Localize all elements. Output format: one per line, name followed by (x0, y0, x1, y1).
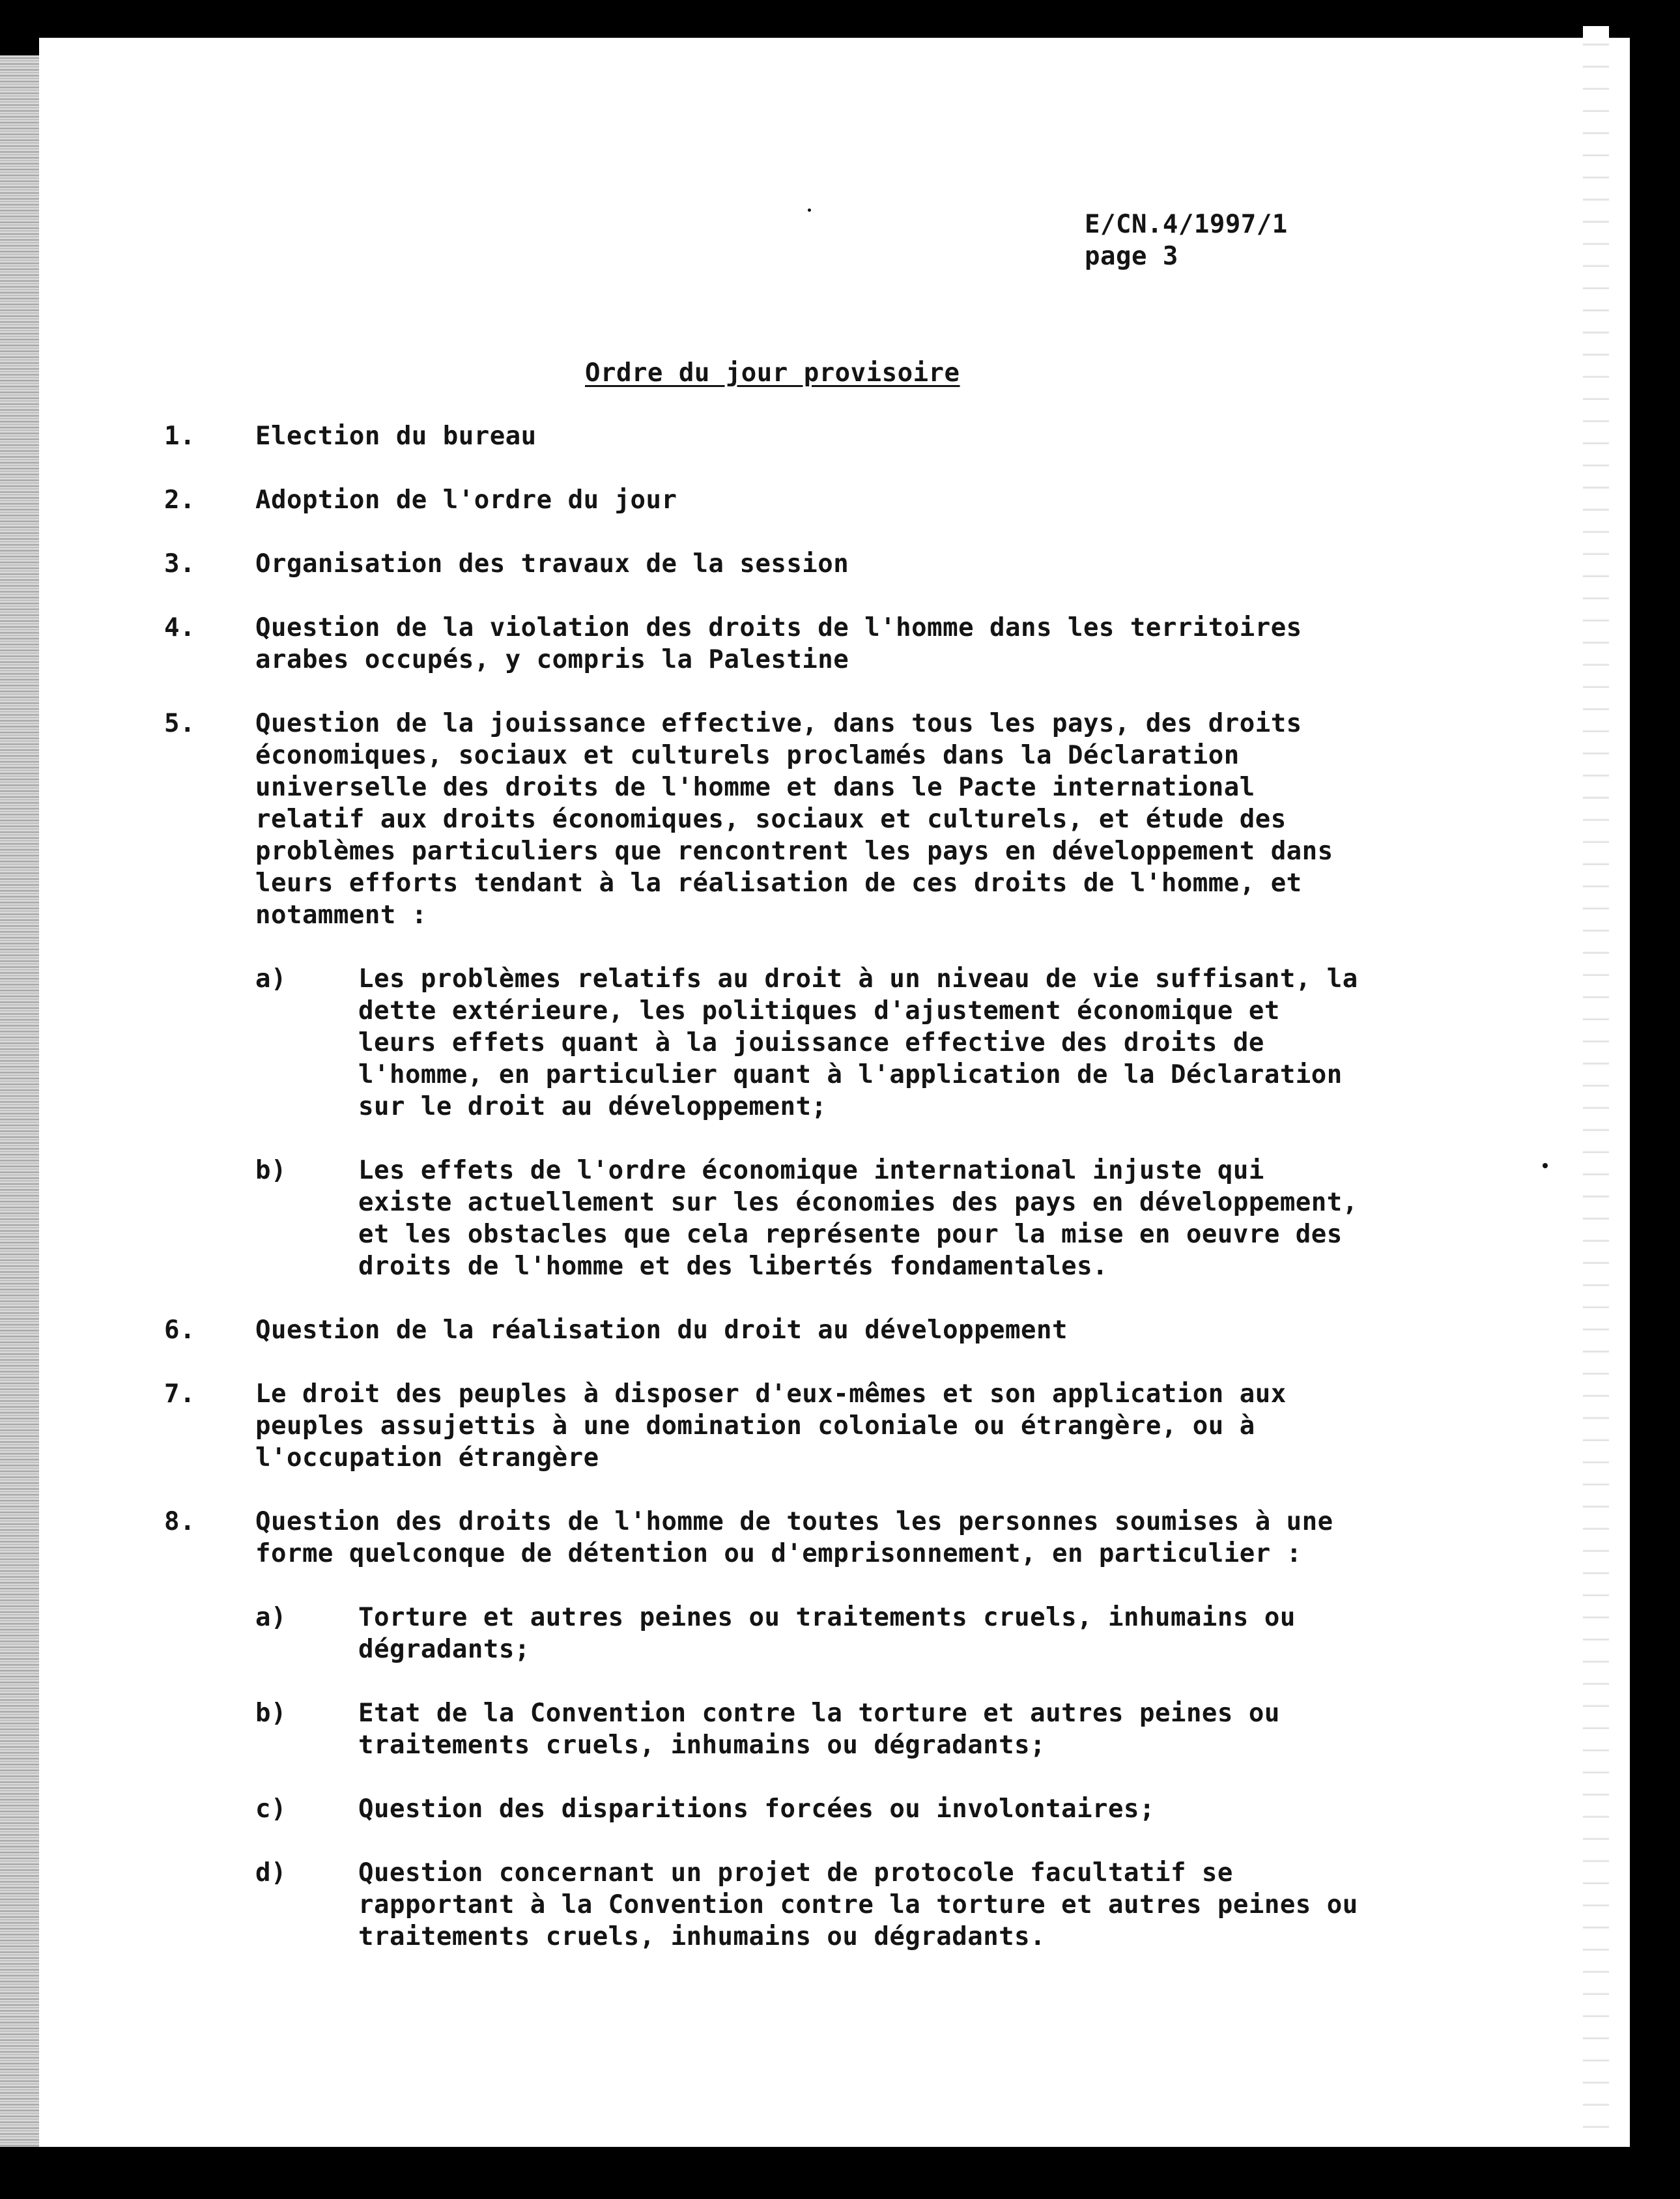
agenda-item-number: 8. (164, 1507, 195, 1536)
agenda-sub-item (255, 1697, 1467, 1761)
scan-speck (1543, 1163, 1548, 1168)
agenda-item (164, 1506, 1467, 1953)
agenda-item-number: 3. (164, 549, 195, 579)
agenda-sub-item-text: Etat de la Convention contre la torture et autres peines ou traitements cruels, inhumains ou dégradants; (358, 1699, 1280, 1760)
agenda-list (164, 420, 1467, 1985)
agenda-item (164, 708, 1467, 1282)
agenda-item-text: Adoption de l'ordre du jour (255, 485, 677, 515)
agenda-sub-item-letter: a) (255, 964, 287, 994)
agenda-item-text: Le droit des peuples à disposer d'eux-mêmes et son application aux peuples assujettis à une domination coloniale ou étrangère, ou à l'occupation étrangère (255, 1379, 1287, 1473)
agenda-sub-item-text: Torture et autres peines ou traitements cruels, inhumains ou dégradants; (358, 1603, 1296, 1664)
agenda-sub-item (255, 1155, 1467, 1282)
agenda-sub-item-letter: c) (255, 1794, 287, 1824)
agenda-sub-item-letter: a) (255, 1603, 287, 1632)
agenda-item (164, 1378, 1467, 1474)
agenda-item-number: 4. (164, 613, 195, 642)
agenda-item-text: Organisation des travaux de la session (255, 549, 849, 579)
agenda-sub-item-letter: b) (255, 1156, 287, 1185)
agenda-sub-item (255, 1602, 1467, 1665)
agenda-item (164, 1314, 1467, 1346)
document-symbol: E/CN.4/1997/1 (1085, 210, 1288, 239)
agenda-item-number: 6. (164, 1315, 195, 1345)
agenda-sub-list (255, 963, 1467, 1282)
page-number: page 3 (1085, 242, 1178, 271)
agenda-item-text: Question des droits de l'homme de toutes les personnes soumises à une forme quelconque de détention ou d'emprisonnement, en particulier : (255, 1507, 1333, 1568)
agenda-item-number: 1. (164, 422, 195, 451)
agenda-sub-item-letter: d) (255, 1858, 287, 1888)
agenda-sub-item-text: Les problèmes relatifs au droit à un niveau de vie suffisant, la dette extérieure, les politiques d'ajustement économique et leurs effets quant à la jouissance effective des droits de l'homme, en particulier quant à l'application de la Déclaration sur le droit au développement; (358, 964, 1358, 1121)
agenda-sub-item (255, 963, 1467, 1123)
scan-speck (808, 208, 811, 212)
agenda-sub-item-letter: b) (255, 1699, 287, 1728)
agenda-item (164, 548, 1467, 580)
agenda-sub-item-text: Les effets de l'ordre économique international injuste qui existe actuellement sur les économies des pays en développement, et les obstacles que cela représente pour la mise en oeuvre des droits de l'homme et des libertés fondamentales. (358, 1156, 1358, 1281)
agenda-sub-item-text: Question concernant un projet de protocole facultatif se rapportant à la Convention contre la torture et autres peines ou traitements cruels, inhumains ou dégradants. (358, 1858, 1358, 1951)
agenda-item-text: Question de la jouissance effective, dans tous les pays, des droits économiques, sociaux et culturels proclamés dans la Déclaration universelle des droits de l'homme et dans le Pacte international relatif aux droits économiques, sociaux et culturels, et étude des problèmes particuliers que rencontrent les pays en développement dans leurs efforts tendant à la réalisation de ces droits de l'homme, et notamment : (255, 709, 1333, 930)
agenda-item-text: Question de la violation des droits de l'homme dans les territoires arabes occupés, y compris la Palestine (255, 613, 1302, 674)
agenda-item-number: 2. (164, 485, 195, 515)
agenda-item-text: Election du bureau (255, 422, 537, 451)
right-scan-edge (1583, 26, 1609, 2170)
agenda-item-number: 5. (164, 709, 195, 738)
agenda-item-text: Question de la réalisation du droit au développement (255, 1315, 1068, 1345)
agenda-item (164, 612, 1467, 676)
agenda-item-number: 7. (164, 1379, 195, 1409)
agenda-item (164, 484, 1467, 516)
agenda-item (164, 420, 1467, 452)
agenda-sub-item (255, 1857, 1467, 1953)
agenda-sub-item-text: Question des disparitions forcées ou involontaires; (358, 1794, 1155, 1824)
bottom-scan-edge (0, 2147, 1680, 2199)
agenda-sub-item (255, 1793, 1467, 1825)
document-header (1085, 208, 1288, 272)
document-sheet (39, 38, 1630, 2181)
agenda-sub-list (255, 1602, 1467, 1953)
agenda-title: Ordre du jour provisoire (585, 358, 960, 388)
